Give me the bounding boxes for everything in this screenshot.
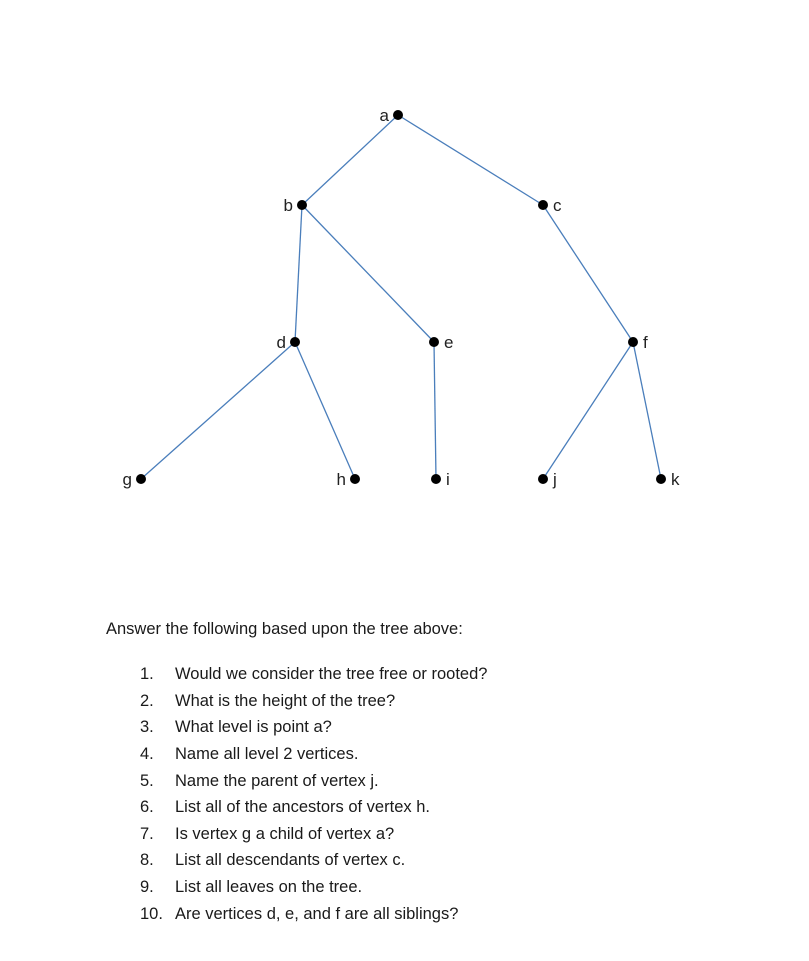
question-number: 8. (140, 851, 154, 870)
question-number: 1. (140, 665, 154, 683)
question-text: Would we consider the tree free or rooted? (175, 665, 488, 683)
tree-edge-b-e (302, 205, 434, 342)
question-item (0, 824, 809, 851)
question-number: 2. (140, 691, 154, 710)
vertex-label: j (553, 470, 557, 489)
vertex-label: c (553, 196, 562, 215)
tree-edge-d-h (295, 342, 355, 479)
tree-edge-f-k (633, 342, 661, 479)
vertex-dot (431, 474, 441, 484)
vertex-label: e (444, 333, 454, 352)
question-number: 3. (140, 718, 154, 737)
vertex-e (429, 333, 453, 352)
tree-nodes (123, 106, 680, 489)
question-item (0, 797, 809, 824)
vertex-label: k (671, 470, 680, 489)
question-text: What level is point a? (175, 718, 332, 737)
vertex-g (123, 470, 146, 489)
instructions-text: Answer the following based upon the tree above: (106, 620, 463, 638)
question-text: List all of the ancestors of vertex h. (175, 798, 430, 817)
question-item (0, 877, 809, 904)
vertex-dot (538, 200, 548, 210)
question-number: 6. (140, 798, 154, 817)
question-text: Are vertices d, e, and f are all siblings? (175, 904, 459, 923)
question-number: 7. (140, 824, 154, 843)
question-number: 4. (140, 744, 154, 763)
vertex-f (628, 333, 648, 352)
vertex-dot (538, 474, 548, 484)
question-number: 5. (140, 771, 154, 790)
question-text: List all descendants of vertex c. (175, 851, 406, 870)
vertex-label: a (379, 106, 389, 125)
vertex-c (538, 196, 562, 215)
vertex-dot (136, 474, 146, 484)
vertex-dot (656, 474, 666, 484)
question-item (0, 771, 809, 798)
question-text: Name the parent of vertex j. (175, 771, 379, 790)
tree-edge-d-g (141, 342, 295, 479)
question-text: Name all level 2 vertices. (175, 744, 359, 763)
question-item (0, 691, 809, 718)
question-item (0, 717, 809, 744)
vertex-dot (290, 337, 300, 347)
vertex-label: i (446, 470, 450, 489)
vertex-b (284, 196, 307, 215)
tree-edge-e-i (434, 342, 436, 479)
vertex-dot (350, 474, 360, 484)
question-text: List all leaves on the tree. (175, 878, 363, 897)
tree-edge-f-j (543, 342, 633, 479)
vertex-d (277, 333, 300, 352)
question-item (0, 744, 809, 771)
vertex-dot (628, 337, 638, 347)
question-number: 10. (140, 904, 163, 923)
tree-edge-c-f (543, 205, 633, 342)
vertex-label: h (336, 470, 346, 489)
vertex-dot (429, 337, 439, 347)
tree-edge-a-b (302, 115, 398, 205)
vertex-label: f (643, 333, 648, 352)
vertex-dot (393, 110, 403, 120)
vertex-label: d (276, 333, 286, 352)
question-list (0, 664, 809, 930)
question-number: 9. (140, 878, 154, 897)
question-item (0, 850, 809, 877)
vertex-i (431, 470, 450, 489)
tree-edge-a-c (398, 115, 543, 205)
vertex-dot (297, 200, 307, 210)
vertex-label: g (122, 470, 132, 489)
tree-edge-b-d (295, 205, 302, 342)
question-text: What is the height of the tree? (175, 691, 396, 710)
question-item (0, 904, 809, 931)
tree-edges (141, 115, 661, 479)
question-item (0, 664, 809, 691)
vertex-label: b (283, 196, 293, 215)
question-text: Is vertex g a child of vertex a? (175, 824, 395, 843)
vertex-h (337, 470, 360, 489)
